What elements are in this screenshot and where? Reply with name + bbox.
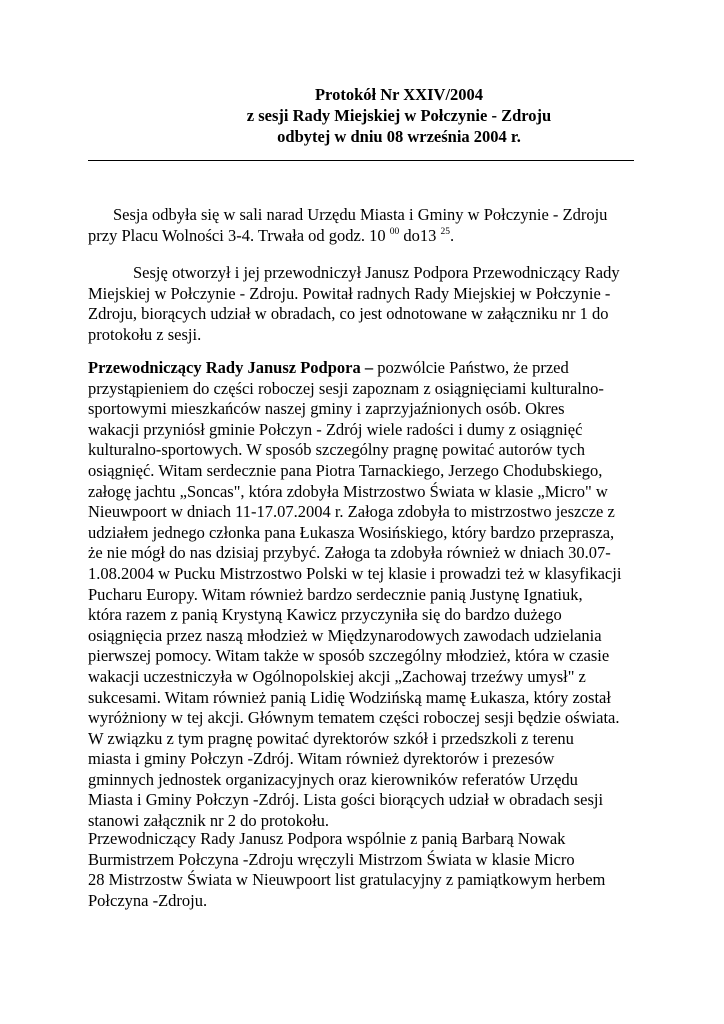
paragraph-opening xyxy=(88,263,648,345)
paragraph-line: że nie mógł do nas dzisiaj przybyć. Załoga ta zdobyła również w dniach 30.07- xyxy=(88,543,611,563)
paragraph-line: kulturalno-sportowych. W sposób szczególny pragnę powitać autorów tych xyxy=(88,440,586,460)
time-superscript: 25 xyxy=(440,226,451,237)
paragraph-line: wakacji przyniósł gminie Połczyn - Zdrój wiele radości i dumy z osiągnięć xyxy=(88,419,583,439)
paragraph-line: osiągnięcia przez naszą młodzież w Międzynarodowych zawodach udzielania xyxy=(88,625,602,645)
paragraph-session-location xyxy=(88,205,648,246)
paragraph-line: gminnych jednostek organizacyjnych oraz kierowników referatów Urzędu xyxy=(88,769,578,789)
paragraph-line: Pucharu Europy. Witam również bardzo serdecznie panią Justynę Ignatiuk, xyxy=(88,584,583,604)
paragraph-line: Miejskiej w Połczynie - Zdroju. Powitał radnych Rady Miejskiej w Połczynie - xyxy=(88,283,611,303)
paragraph-line: pierwszej pomocy. Witam także w sposób szczególny młodzież, która w czasie xyxy=(88,646,610,666)
speech-text: pozwólcie Państwo, że przed xyxy=(373,358,569,377)
document-title-block xyxy=(0,84,724,147)
title-protocol-number: Protokół Nr XXIV/2004 xyxy=(314,85,484,104)
paragraph-line: udziałem jednego członka pana Łukasza Wosińskiego, który bardzo przeprasza, xyxy=(88,522,615,542)
paragraph-line: załogę jachtu „Soncas", która zdobyła Mistrzostwo Świata w klasie „Micro" w xyxy=(88,481,608,501)
paragraph-line: która razem z panią Krystyną Kawicz przyczyniła się do bardzo dużego xyxy=(88,605,562,625)
title-session-name: z sesji Rady Miejskiej w Połczynie - Zdroju xyxy=(246,106,552,125)
paragraph-line: przystąpieniem do części roboczej sesji zapoznam z osiągnięciami kulturalno- xyxy=(88,378,604,398)
paragraph-line: Miasta i Gminy Połczyn -Zdrój. Lista gości biorących udział w obradach sesji xyxy=(88,790,604,810)
paragraph-line: protokołu z sesji. xyxy=(88,324,202,344)
paragraph-line: 1.08.2004 w Pucku Mistrzostwo Polski w tej klasie i prowadzi też w klasyfikacji xyxy=(88,563,622,583)
time-text: . xyxy=(450,225,455,245)
paragraph-line: 28 Mistrzostw Świata w Nieuwpoort list gratulacyjny z pamiątkowym herbem xyxy=(88,870,606,890)
paragraph-congratulations xyxy=(88,829,648,911)
title-session-date: odbytej w dniu 08 września 2004 r. xyxy=(277,127,521,146)
paragraph-line: Sesję otworzył i jej przewodniczył Janusz Podpora Przewodniczący Rady xyxy=(133,263,620,282)
paragraph-line: Sesja odbyła się w sali narad Urzędu Miasta i Gminy w Połczynie - Zdroju xyxy=(113,205,608,224)
paragraph-line: W związku z tym pragnę powitać dyrektorów szkół i przedszkoli z terenu xyxy=(88,728,574,748)
title-divider xyxy=(88,160,634,161)
speaker-name: Przewodniczący Rady Janusz Podpora – xyxy=(88,358,374,377)
paragraph-line xyxy=(88,226,648,247)
paragraph-line: Burmistrzem Połczyna -Zdroju wręczyli Mistrzom Świata w klasie Micro xyxy=(88,849,575,869)
paragraph-line: miasta i gminy Połczyn -Zdrój. Witam również dyrektorów i prezesów xyxy=(88,749,555,769)
time-text: do13 xyxy=(403,225,437,245)
paragraph-line: wyróżniony w tej akcji. Głównym tematem części roboczej sesji będzie oświata. xyxy=(88,708,620,728)
paragraph-chairman-speech xyxy=(88,358,648,832)
paragraph-line: Przewodniczący Rady Janusz Podpora wspólnie z panią Barbarą Nowak xyxy=(88,829,566,848)
time-text: przy Placu Wolności 3-4. Trwała od godz. 10 xyxy=(88,225,386,245)
paragraph-line: stanowi załącznik nr 2 do protokołu. xyxy=(88,811,330,831)
paragraph-line xyxy=(88,358,648,379)
paragraph-line: sportowymi mieszkańców naszej gminy i zaprzyjaźnionych osób. Okres xyxy=(88,399,565,419)
paragraph-line: Nieuwpoort w dniach 11-17.07.2004 r. Załoga zdobyła to mistrzostwo jeszcze z xyxy=(88,502,615,522)
paragraph-line: Połczyna -Zdroju. xyxy=(88,890,208,910)
paragraph-line: sukcesami. Witam również panią Lidię Wodzińską mamę Łukasza, który został xyxy=(88,687,611,707)
time-superscript: 00 xyxy=(389,226,400,237)
paragraph-line: Zdroju, biorących udział w obradach, co jest odnotowane w załączniku nr 1 do xyxy=(88,304,609,324)
paragraph-line: osiągnięć. Witam serdecznie pana Piotra Tarnackiego, Jerzego Chodubskiego, xyxy=(88,460,603,480)
paragraph-line: wakacji uczestniczyła w Ogólnopolskiej akcji „Zachowaj trzeźwy umysł" z xyxy=(88,666,586,686)
